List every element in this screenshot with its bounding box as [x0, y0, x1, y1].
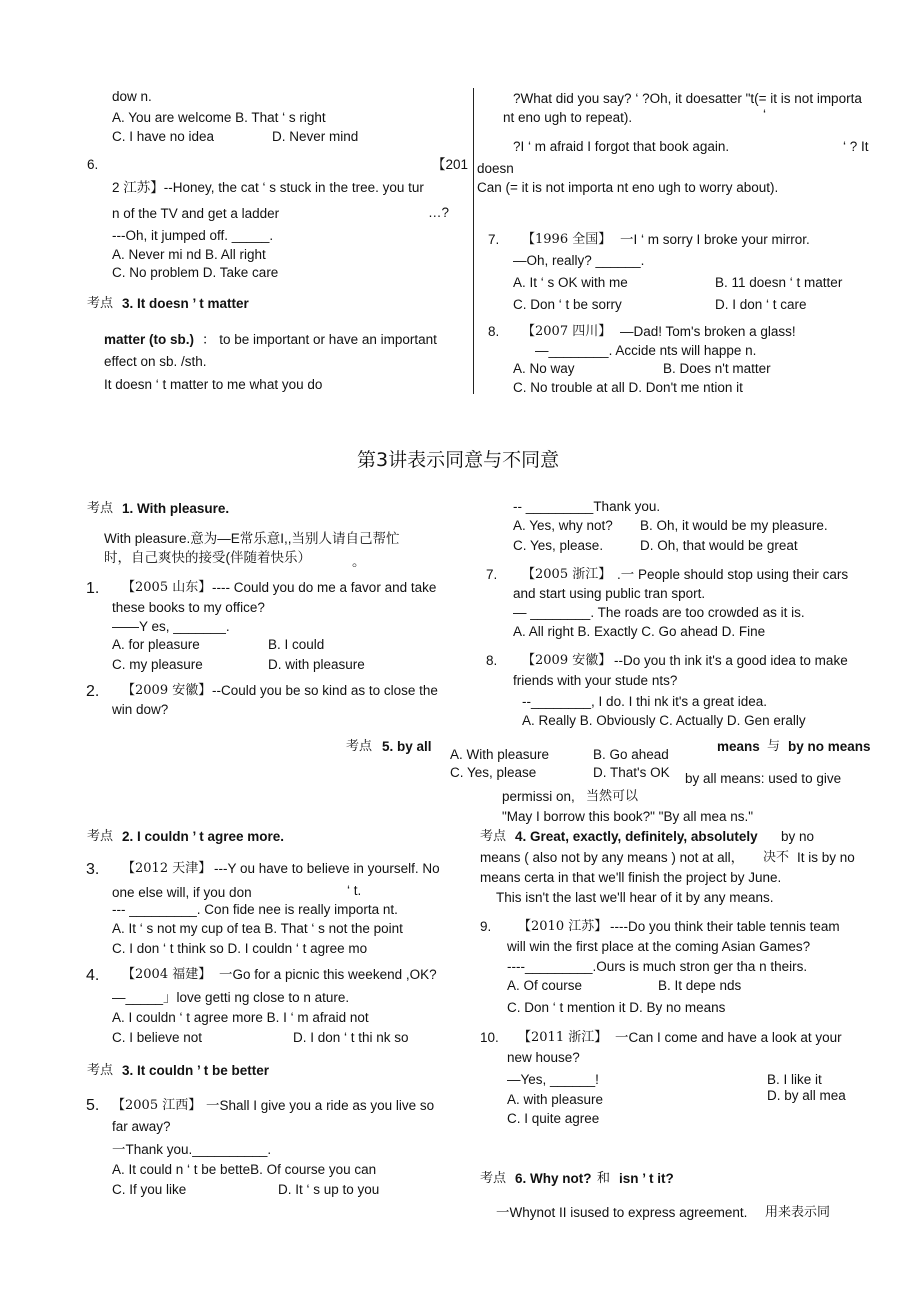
question-source: 【2011 浙江】 — [518, 1030, 608, 1045]
kaodian-title: 6. Why not? — [515, 1171, 592, 1186]
option-line: A. All right B. Exactly C. Go ahead D. Fine — [513, 624, 766, 639]
explanation-period: 。 — [352, 554, 366, 569]
question-source: 【2005 浙江】 — [522, 567, 612, 582]
question-text: --Could you be so kind as to close the — [212, 683, 438, 698]
example-sentence: This isn't the last we'll hear of it by any means. — [496, 890, 774, 905]
column-divider — [473, 88, 474, 394]
example-sentence: means certa in that we'll finish the project by June. — [480, 870, 782, 885]
option-a: A. Yes, why not? — [513, 518, 613, 533]
question-number: 1. — [86, 580, 100, 597]
option-b: B. I could — [268, 637, 325, 652]
text-line: ‘ ? It — [843, 139, 869, 154]
definition-text: It is by no — [797, 850, 855, 865]
text-line: ?What did you say? ‘ ?Oh, it doesatter "t(= it is not importa — [513, 91, 862, 106]
option-c: C. Yes, please — [450, 765, 537, 780]
question-source: 【2005 江西】 — [112, 1098, 202, 1113]
question-text: one else will, if you don — [112, 885, 252, 900]
option-a: A. No way — [513, 361, 575, 376]
option-c: C. Don ‘ t be sorry — [513, 297, 622, 312]
definition-text: permissi on, — [502, 789, 575, 804]
kaodian-label: 考点 — [346, 739, 373, 754]
section-title: 第3讲表示同意与不同意 — [357, 449, 560, 471]
answer-line: --- _________. Con fide nee is really importa nt. — [112, 902, 398, 917]
option-line: A. You are welcome B. That ‘ s right — [112, 110, 326, 125]
option-a: A. with pleasure — [507, 1092, 604, 1107]
option-d: D. I don ‘ t thi nk so — [293, 1030, 409, 1045]
answer-line: ——Y es, _______. — [112, 619, 230, 634]
question-number: 3. — [86, 861, 100, 878]
question-text: ----Do you think their table tennis team — [610, 919, 840, 934]
question-text: n of the TV and get a ladder — [112, 206, 280, 221]
question-source: 【2012 天津】 — [122, 861, 212, 876]
option-b: B. Does n't matter — [663, 361, 771, 376]
question-text: 一Shall I give you a ride as you live so — [206, 1098, 435, 1113]
question-text: and start using public tran sport. — [513, 586, 706, 601]
question-number: 4. — [86, 967, 100, 984]
question-text: 一Can I come and have a look at your — [615, 1030, 842, 1045]
option-b: B. Go ahead — [593, 747, 669, 762]
option-line: A. Really B. Obviously C. Actually D. Gen erally — [522, 713, 806, 728]
definition-text: 决不 — [763, 850, 790, 865]
question-text: win dow? — [112, 702, 169, 717]
question-source: 【2005 山东】 — [122, 580, 212, 595]
kaodian-title: 和 — [597, 1171, 611, 1186]
question-number: 7. — [486, 567, 498, 582]
question-number: 8. — [486, 653, 498, 668]
option-c: C. I have no idea — [112, 129, 215, 144]
text-line: nt eno ugh to repeat). — [503, 110, 633, 125]
kaodian-title: 与 — [767, 739, 781, 754]
answer-line: -- _________Thank you. — [513, 499, 661, 514]
option-c: C. Yes, please. — [513, 538, 604, 553]
kaodian-title: 4. Great, exactly, definitely, absolutely — [515, 829, 758, 844]
question-text: --Do you th ink it's a good idea to make — [614, 653, 848, 668]
explanation: 时，自己爽快的接受(伴随着快乐） — [104, 550, 311, 565]
answer-line: —________. Accide nts will happe n. — [535, 343, 757, 358]
text-line: ?I ‘ m afraid I forgot that book again. — [513, 139, 730, 154]
text-line: doesn — [477, 161, 514, 176]
question-source: 【2007 四川】 — [522, 324, 612, 339]
question-text: friends with your stude nts? — [513, 673, 678, 688]
question-source: 【2010 江苏】 — [518, 919, 608, 934]
option-b: B. It depe nds — [658, 978, 742, 993]
kaodian-title: isn ’ t it? — [619, 1171, 674, 1186]
example-sentence: It doesn ‘ t matter to me what you do — [104, 377, 323, 392]
option-c: C. If you like — [112, 1182, 187, 1197]
option-d: D. Oh, that would be great — [640, 538, 798, 553]
option-c: C. I quite agree — [507, 1111, 600, 1126]
option-b: B. Oh, it would be my pleasure. — [640, 518, 828, 533]
question-source: 【2009 安徽】 — [522, 653, 612, 668]
question-source: 【1996 全国】 — [522, 232, 612, 247]
question-number: 8. — [488, 324, 500, 339]
text-line: Can (= it is not importa nt eno ugh to worry about). — [477, 180, 779, 195]
option-a: A. for pleasure — [112, 637, 200, 652]
answer-line: --________, I do. I thi nk it's a great idea. — [522, 694, 767, 709]
option-b: B. 11 doesn ‘ t matter — [715, 275, 843, 290]
option-d: D. by all mea — [767, 1088, 846, 1103]
question-text: .一 People should stop using their cars — [617, 567, 849, 582]
definition-text: ： to be important or have an important — [202, 332, 437, 347]
answer-line: —_____」love getti ng close to n ature. — [112, 990, 350, 1005]
question-number: 2. — [86, 683, 100, 700]
kaodian-title: 1. With pleasure. — [122, 501, 230, 516]
text-line: dow n. — [112, 89, 152, 104]
option-d: D. Never mind — [272, 129, 359, 144]
question-text: new house? — [507, 1050, 580, 1065]
option-line: A. It ‘ s not my cup of tea B. That ‘ s not the point — [112, 921, 403, 936]
kaodian-label: 考点 — [480, 829, 507, 844]
answer-line: —Yes, ______! — [507, 1072, 599, 1087]
option-line: C. No problem D. Take care — [112, 265, 279, 280]
option-line: C. I don ‘ t think so D. I couldn ‘ t agree mo — [112, 941, 368, 956]
question-text: 2 江苏】--Honey, the cat ‘ s stuck in the tree. you tur — [112, 180, 424, 195]
kaodian-label: 考点 — [480, 1171, 507, 1186]
option-d: D. I don ‘ t care — [715, 297, 807, 312]
question-source: 【2009 安徽】 — [122, 683, 212, 698]
question-text: 一I ‘ m sorry I broke your mirror. — [620, 232, 810, 247]
answer-line: —Oh, really? ______. — [513, 253, 645, 268]
question-text: these books to my office? — [112, 600, 265, 615]
definition-term: matter (to sb.) — [104, 332, 195, 347]
answer-line: ---Oh, it jumped off. _____. — [112, 228, 274, 243]
kaodian-label: 考点 — [87, 501, 114, 516]
kaodian-title: by no means — [788, 739, 871, 754]
definition-text: by no — [781, 829, 815, 844]
definition-text: means ( also not by any means ) not at all， — [480, 850, 745, 865]
option-line: C. Don ‘ t mention it D. By no means — [507, 1000, 726, 1015]
question-text: will win the first place at the coming Asian Games? — [507, 939, 811, 954]
kaodian-title: 3. It doesn ’ t matter — [122, 296, 249, 311]
definition-text: by all means: used to give — [685, 771, 842, 786]
explanation: 一Whynot II isused to express agreement. — [496, 1205, 748, 1220]
text-mark: ‘ — [763, 107, 766, 122]
option-b: B. I like it — [767, 1072, 822, 1087]
definition-text: 当然可以 — [586, 789, 639, 804]
answer-line: — ________. The roads are too crowded as it is. — [513, 605, 805, 620]
question-text: ---- Could you do me a favor and take — [212, 580, 437, 595]
kaodian-title: 3. It couldn ’ t be better — [122, 1063, 270, 1078]
question-number: 10. — [480, 1030, 499, 1045]
option-line: A. I couldn ‘ t agree more B. I ‘ m afraid not — [112, 1010, 369, 1025]
question-number: 7. — [488, 232, 500, 247]
option-c: C. I believe not — [112, 1030, 203, 1045]
question-text: —Dad! Tom's broken a glass! — [620, 324, 796, 339]
question-number: 9. — [480, 919, 492, 934]
option-d: D. with pleasure — [268, 657, 365, 672]
question-text: 一Go for a picnic this weekend ,OK? — [219, 967, 437, 982]
option-c: C. my pleasure — [112, 657, 203, 672]
option-a: A. It ‘ s OK with me — [513, 275, 628, 290]
option-line: A. Never mi nd B. All right — [112, 247, 266, 262]
question-source: 【201 — [432, 157, 469, 172]
kaodian-title: 2. I couldn ’ t agree more. — [122, 829, 285, 844]
question-source: 【2004 福建】 — [122, 967, 212, 982]
question-number: 6. — [87, 157, 99, 172]
option-line: A. It could n ‘ t be betteB. Of course you can — [112, 1162, 377, 1177]
definition-text: effect on sb. /sth. — [104, 354, 207, 369]
example-sentence: "May I borrow this book?" "By all mea ns." — [502, 809, 754, 824]
kaodian-label: 考点 — [87, 296, 114, 311]
question-text: far away? — [112, 1119, 171, 1134]
kaodian-title: means — [717, 739, 760, 754]
question-text: ---Y ou have to believe in yourself. No — [214, 861, 440, 876]
explanation: 用来表示同 — [765, 1205, 831, 1220]
kaodian-label: 考点 — [87, 829, 114, 844]
ellipsis: …? — [428, 205, 450, 220]
option-d: D. It ‘ s up to you — [278, 1182, 380, 1197]
option-d: D. That's OK — [593, 765, 670, 780]
option-a: A. Of course — [507, 978, 583, 993]
answer-line: 一Thank you.__________. — [112, 1142, 272, 1157]
question-text: ‘ t. — [347, 883, 362, 898]
option-line: C. No trouble at all D. Don't me ntion it — [513, 380, 743, 395]
kaodian-label: 考点 — [87, 1063, 114, 1078]
kaodian-title: 5. by all — [382, 739, 432, 754]
option-a: A. With pleasure — [450, 747, 550, 762]
question-number: 5. — [86, 1097, 100, 1114]
explanation: With pleasure.意为—E常乐意I,,当别人请自己帮忙 — [104, 531, 400, 546]
answer-line: ----_________.Ours is much stron ger tha n theirs. — [507, 959, 808, 974]
